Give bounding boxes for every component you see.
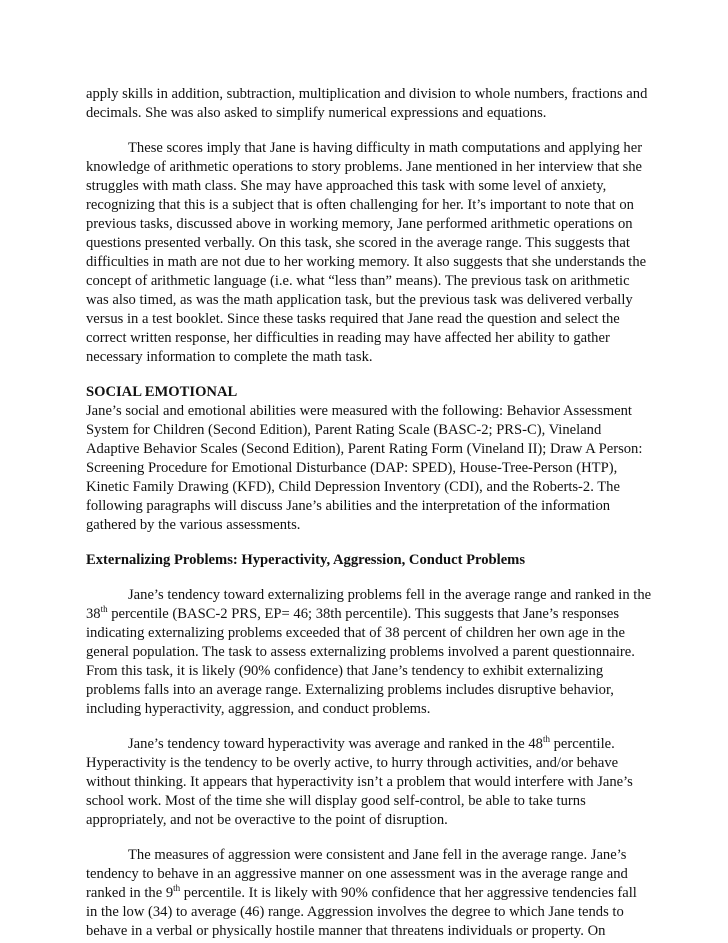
text-line: recognizing that this is a subject that is often challenging for her. It’s important to note that on [86,197,634,213]
text-line: without thinking. It appears that hyperactivity isn’t a problem that would interfere with Jane’s [86,774,633,790]
text-line: difficulties in math are not due to her working memory. It also suggests that she understands the [86,254,647,270]
text-line: struggles with math class. She may have approached this task with some level of anxiety, [86,178,607,194]
text-line: gathered by the various assessments. [86,517,301,533]
percentile-number: 38 [86,606,101,622]
text-line: indicating externalizing problems exceeded that of 38 percent of children her own age in the [86,625,625,641]
text-line: Jane’s tendency toward externalizing problems fell in the average range and ranked in the [128,587,652,603]
ordinal-suffix: th [100,604,108,615]
text-line: tendency to behave in an aggressive manner on one assessment was in the average range and [86,866,628,882]
text-line: previous tasks, discussed above in working memory, Jane performed arithmetic operations on [86,216,633,232]
text-fragment: percentile (BASC-2 PRS, EP= 46; 38th percentile). This suggests that Jane’s responses [107,606,619,622]
ordinal-suffix: th [173,883,181,894]
text-line: general population. The task to assess externalizing problems involved a parent questionnaire. [86,644,635,660]
text-line: following paragraphs will discuss Jane’s abilities and the interpretation of the information [86,498,611,514]
text-line: System for Children (Second Edition), Parent Rating Scale (BASC-2; PRS-C), Vineland [86,422,602,438]
text-line: Jane’s social and emotional abilities were measured with the following: Behavior Assessment [86,403,632,419]
text-line: decimals. She was also asked to simplify numerical expressions and equations. [86,105,547,121]
text-line: These scores imply that Jane is having difficulty in math computations and applying her [128,140,643,156]
paragraph-math-interpretation [86,139,646,367]
text-fragment: percentile. [549,736,615,752]
paragraph-externalizing [86,586,652,719]
text-line: behave in a verbal or physically hostile manner that threatens individuals or property. On [86,923,606,939]
text-line: From this task, it is likely (90% confidence) that Jane’s tendency to exhibit externalizing [86,663,604,679]
page-content [86,85,652,941]
text-line: necessary information to complete the math task. [86,349,373,365]
paragraph-hyperactivity [86,735,646,830]
text-fragment: Jane’s tendency toward hyperactivity was average and ranked in the 48 [128,736,543,752]
text-line: including hyperactivity, aggression, and conduct problems. [86,701,431,717]
paragraph-social-emotional [86,402,646,535]
text-line: school work. Most of the time she will display good self-control, be able to take turns [86,793,586,809]
text-line: Screening Procedure for Emotional Disturbance (DAP: SPED), House-Tree-Person (HTP), [86,460,618,476]
section-heading: SOCIAL EMOTIONAL [86,384,238,400]
text-line: Hyperactivity is the tendency to be overly active, to hurry through activities, and/or behave [86,755,619,771]
text-line: apply skills in addition, subtraction, multiplication and division to whole numbers, fractions and [86,86,648,102]
ordinal-suffix: th [542,734,550,745]
text-line: versus in a test booklet. Since these tasks required that Jane read the question and select the [86,311,620,327]
text-line: appropriately, and not be overactive to the point of disruption. [86,812,448,828]
text-line: was also timed, as was the math application task, but the previous task was delivered verbally [86,292,633,308]
text-line: concept of arithmetic language (i.e. what “less than” means). The previous task on arithmetic [86,273,630,289]
text-line: questions presented verbally. On this task, she scored in the average range. This suggests that [86,235,630,251]
text-fragment: ranked in the 9 [86,885,174,901]
text-line: correct written response, her difficulties in reading may have affected her ability to gather [86,330,610,346]
text-line: The measures of aggression were consistent and Jane fell in the average range. Jane’s [128,847,627,863]
text-line: problems falls into an average range. Externalizing problems includes disruptive behavior, [86,682,614,698]
paragraph-aggression [86,846,646,941]
text-line [86,884,646,903]
text-fragment: percentile. It is likely with 90% confidence that her aggressive tendencies fall [180,885,637,901]
text-line: in the low (34) to average (46) range. Aggression involves the degree to which Jane tends to [86,904,624,920]
paragraph-math-skills [86,85,646,123]
text-line: knowledge of arithmetic operations to story problems. Jane mentioned in her interview that she [86,159,643,175]
subsection-heading: Externalizing Problems: Hyperactivity, Aggression, Conduct Problems [86,552,526,568]
text-line: Adaptive Behavior Scales (Second Edition), Parent Rating Form (Vineland II); Draw A Person: [86,441,643,457]
text-line: Kinetic Family Drawing (KFD), Child Depression Inventory (CDI), and the Roberts-2. The [86,479,620,495]
text-line [86,605,646,624]
text-line [86,735,646,754]
